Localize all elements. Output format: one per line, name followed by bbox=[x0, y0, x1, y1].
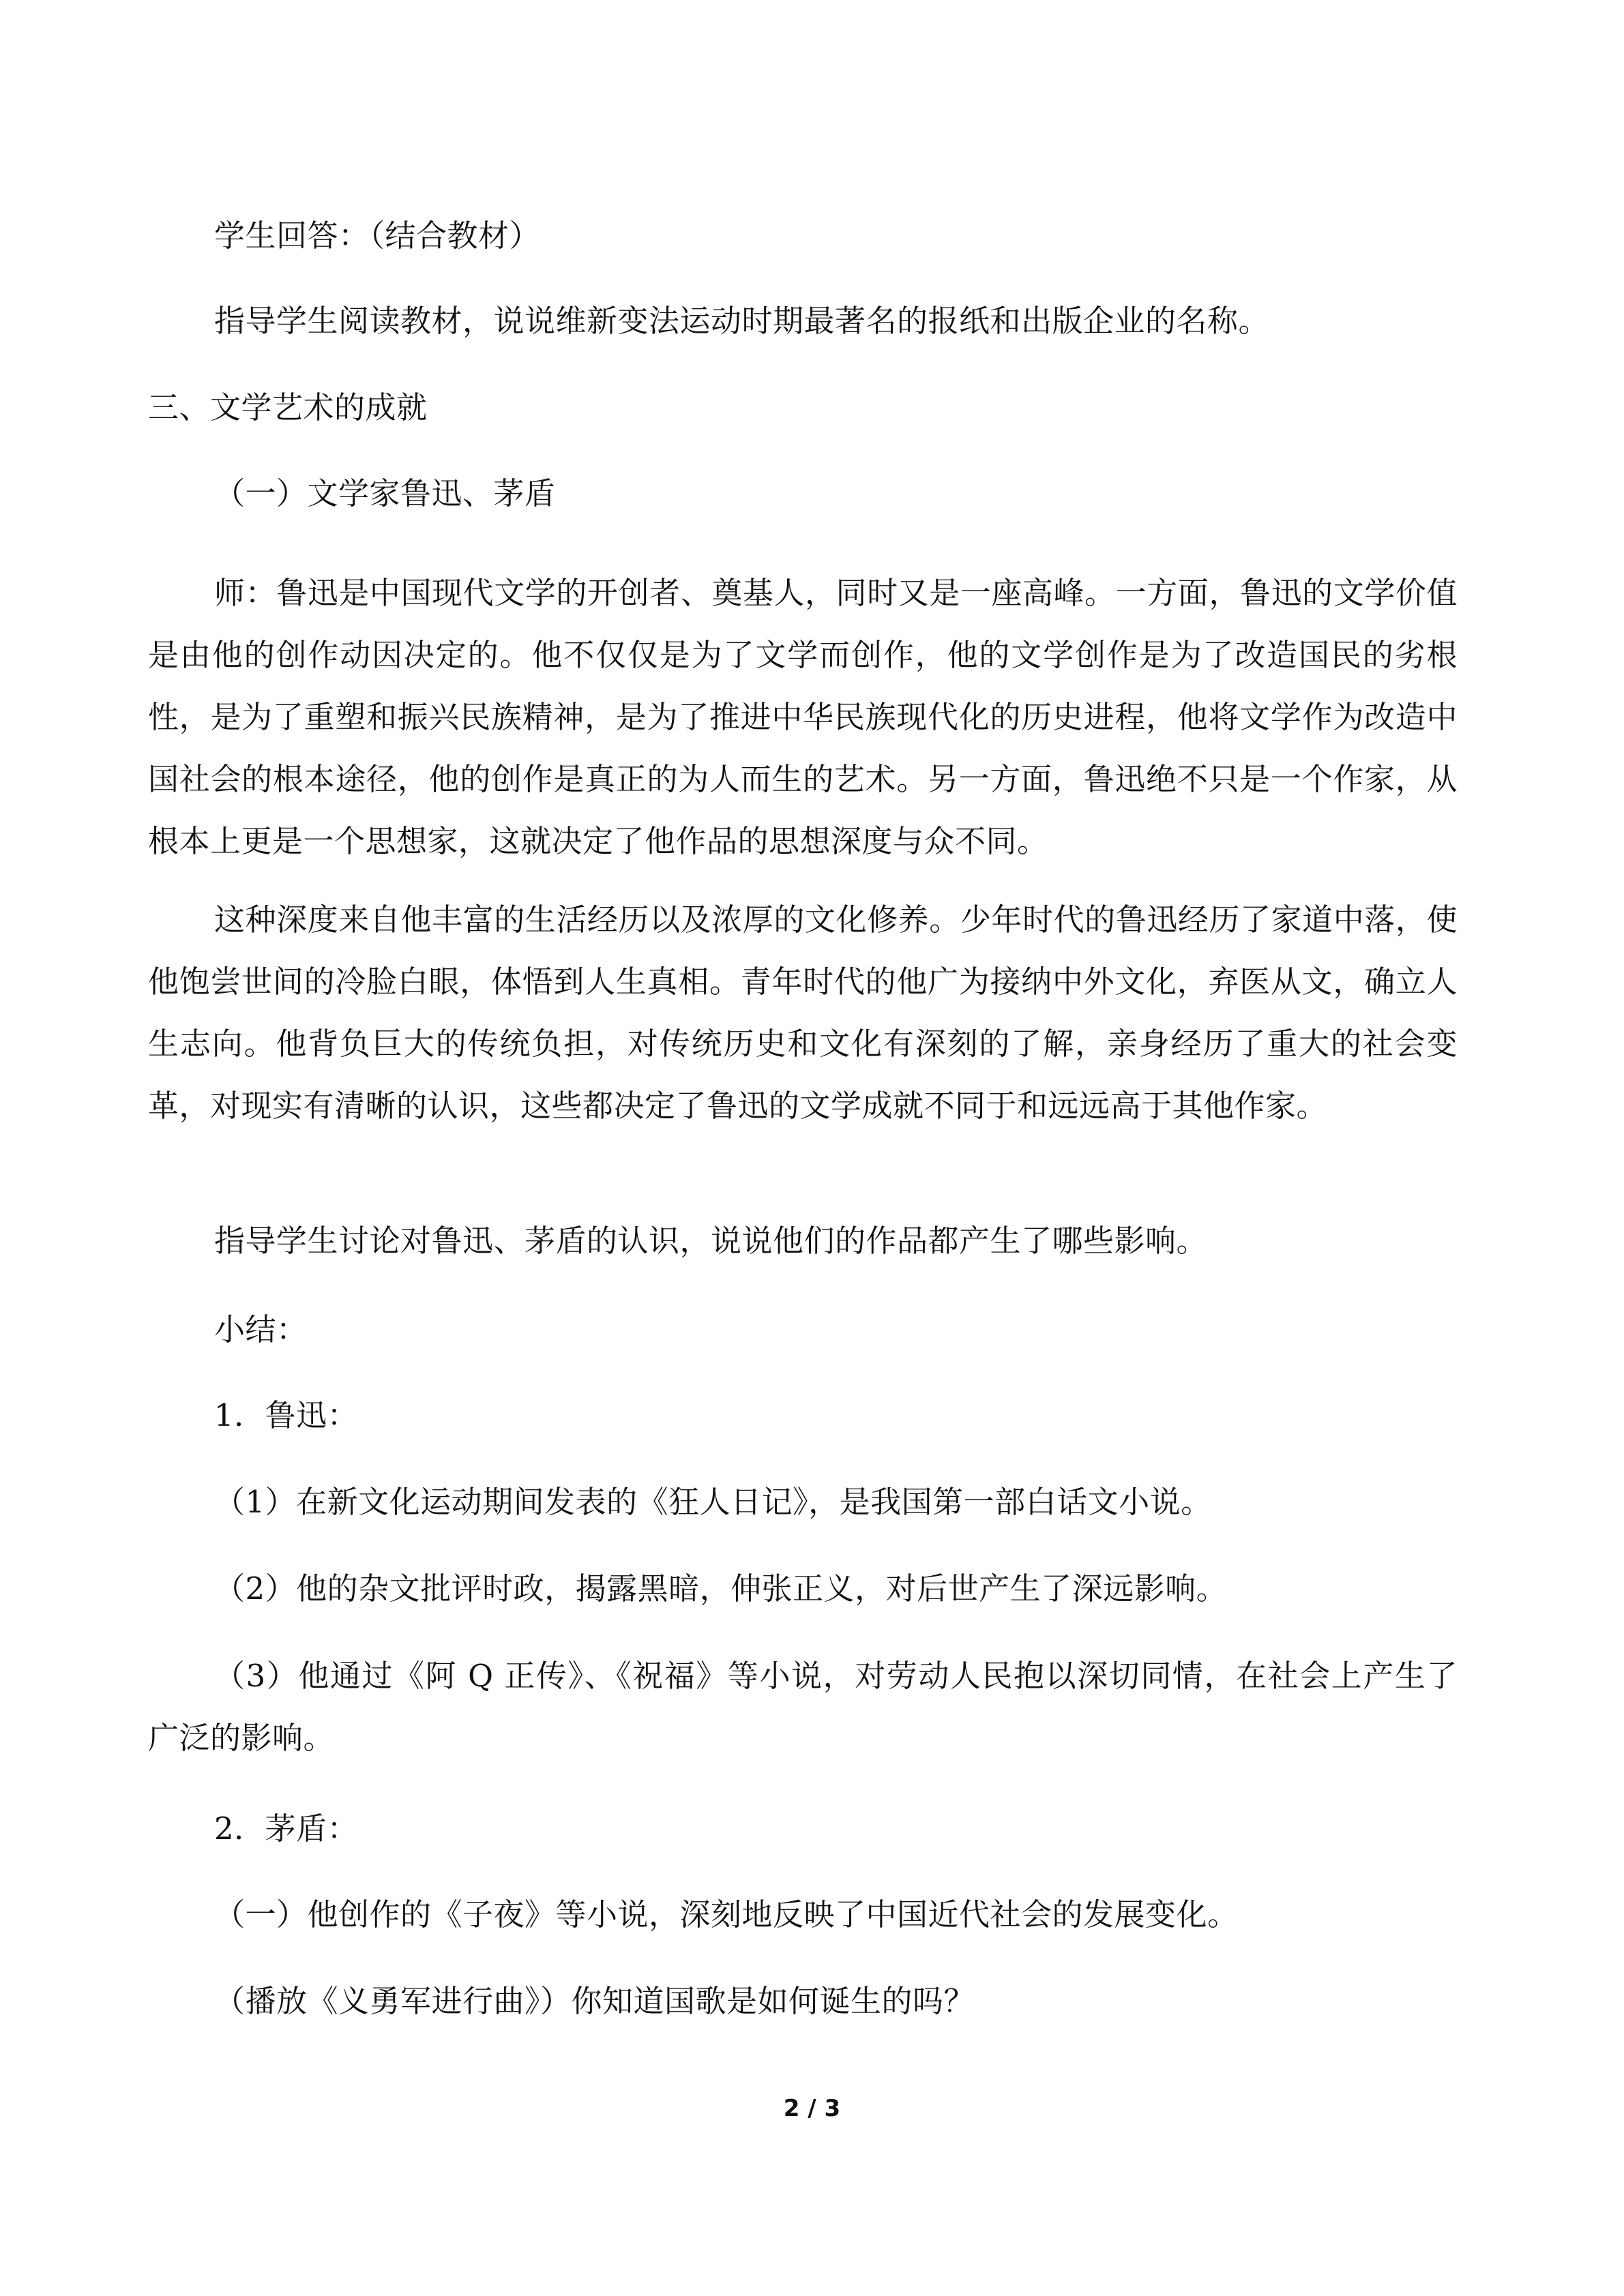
summary-label: 小结： bbox=[214, 1311, 308, 1347]
summary-item-mao-dun: 2．茅盾： bbox=[214, 1810, 359, 1847]
paragraph-student-answer: 学生回答：（结合教材） bbox=[214, 218, 541, 254]
paragraph-guide-discussion: 指导学生讨论对鲁迅、茅盾的认识，说说他们的作品都产生了哪些影响。 bbox=[214, 1223, 1208, 1259]
summary-point-3: （3）他通过《阿 Q 正传》、《祝福》等小说，对劳动人民抱以深切同情，在社会上产生了广泛的影响。 bbox=[148, 1658, 1458, 1756]
paragraph-guide-reading: 指导学生阅读教材，说说维新变法运动时期最著名的报纸和出版企业的名称。 bbox=[214, 303, 1270, 339]
summary-item-lu-xun: 1．鲁迅： bbox=[214, 1397, 359, 1433]
summary-point-2: （2）他的杂文批评时政，揭露黑暗，伸张正义，对后世产生了深远影响。 bbox=[214, 1570, 1228, 1607]
paragraph-depth-experience: 这种深度来自他丰富的生活经历以及浓厚的文化修养。少年时代的鲁迅经历了家道中落，使他饱尝世间的冷脸白眼，体悟到人生真相。青年时代的他广为接纳中外文化，弃医从文，确立人生志向。他背负巨大的传统负担，对传统历史和文化有深刻的了解，亲身经历了重大的社会变革，对现实有清晰的认识，这些都决定了鲁迅的文学成就不同于和远远高于其他作家。 bbox=[148, 901, 1458, 1124]
subsection-heading-writers: （一）文学家鲁迅、茅盾 bbox=[214, 475, 556, 511]
summary-mao-dun-point: （一）他创作的《子夜》等小说，深刻地反映了中国近代社会的发展变化。 bbox=[214, 1896, 1239, 1933]
paragraph-national-anthem: （播放《义勇军进行曲》）你知道国歌是如何诞生的吗？ bbox=[214, 1983, 975, 2019]
page-number: 2 / 3 bbox=[783, 2095, 841, 2122]
section-heading-literature-art: 三、文学艺术的成就 bbox=[148, 389, 428, 426]
summary-point-1: （1）在新文化运动期间发表的《狂人日记》，是我国第一部白话文小说。 bbox=[214, 1484, 1212, 1520]
paragraph-teacher-lu-xun: 师：鲁迅是中国现代文学的开创者、奠基人，同时又是一座高峰。一方面，鲁迅的文学价值是由他的创作动因决定的。他不仅仅是为了文学而创作，他的文学创作是为了改造国民的劣根性，是为了重塑和振兴民族精神，是为了推进中华民族现代化的历史进程，他将文学作为改造中国社会的根本途径，他的创作是真正的为人而生的艺术。另一方面，鲁迅绝不只是一个作家，从根本上更是一个思想家，这就决定了他作品的思想深度与众不同。 bbox=[148, 575, 1458, 859]
